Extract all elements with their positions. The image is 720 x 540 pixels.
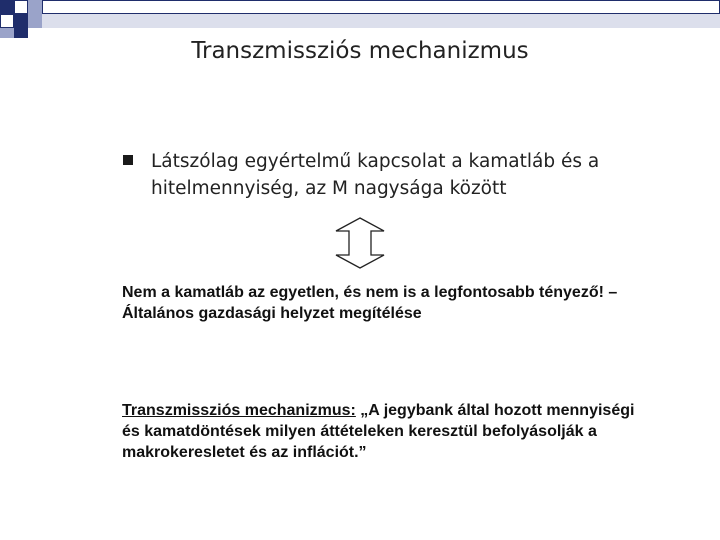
definition-text: „A jegybank által hozott mennyiségi és kamatdöntések milyen áttételeken keresztül befolyásolják a makrokeresletet és az inflációt.” xyxy=(122,402,635,461)
deco-square-dark xyxy=(14,14,28,28)
deco-square-strip xyxy=(42,14,720,28)
slide-title: Transzmissziós mechanizmus xyxy=(191,38,529,64)
decorative-squares xyxy=(0,0,720,40)
deco-square-light xyxy=(28,14,42,28)
definition-paragraph xyxy=(122,400,642,463)
definition-term: Transzmissziós mechanizmus: xyxy=(122,402,356,419)
deco-square-strip xyxy=(42,0,720,14)
deco-square-dark xyxy=(14,28,28,38)
deco-square-light xyxy=(0,28,14,38)
square-bullet-icon xyxy=(123,155,133,165)
deco-square-dark xyxy=(0,0,14,14)
deco-square-outline xyxy=(0,14,14,28)
deco-square-outline xyxy=(14,0,28,14)
bullet-text: Látszólag egyértelmű kapcsolat a kamatláb és a hitelmennyiség, az M nagysága között xyxy=(151,151,600,199)
deco-square-light xyxy=(28,0,42,14)
double-headed-arrow-icon xyxy=(334,217,386,269)
statement-paragraph: Nem a kamatláb az egyetlen, és nem is a legfontosabb tényező! – Általános gazdasági helyzet megítélése xyxy=(122,284,618,322)
